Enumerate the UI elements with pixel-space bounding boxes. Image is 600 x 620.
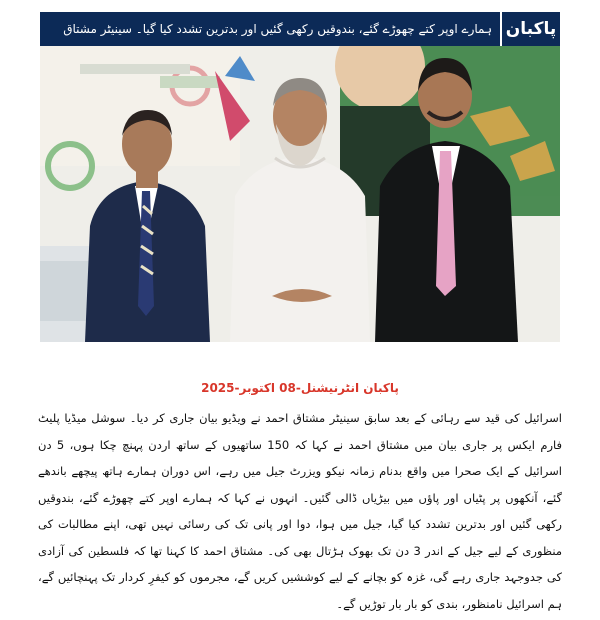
headline-text: ہمارے اوپر کتے چھوڑے گئے، بندوقیں رکھی گئیں اور بدترین تشدد کیا گیا۔ سینیٹر مشتاق	[40, 12, 500, 46]
brand-logo: پاکبان	[500, 12, 560, 46]
news-photo	[40, 46, 560, 342]
headline-banner	[40, 12, 560, 46]
dateline: پاکبان انٹرنیشنل-08 اکتوبر-2025	[201, 381, 399, 395]
article-body	[38, 405, 562, 617]
news-photo-illustration	[40, 46, 560, 342]
article-paragraph: اسرائیل کی قید سے رہائی کے بعد سابق سینیٹر مشتاق احمد نے ویڈیو بیان جاری کر دیا۔ سوشل میڈیا پلیٹ فارم ایکس پر جاری بیان میں مشتاق احمد نے کہا کہ 150 ساتھیوں کے ساتھ اردن پہنچ چکا ہوں، 5 دن اسرائیل کے ایک صحرا میں واقع بدنام زمانہ نیکو ویزرٹ جیل میں رہے، اس دوران ہمارے ہاتھ پیچھے باندھے گئے، آنکھوں پر پٹیاں اور پاؤں میں بیڑیاں ڈالی گئیں۔ انہوں نے کہا کہ ہمارے اوپر کتے چھوڑے گئے، بندوقیں رکھی گئیں اور بدترین تشدد کیا گیا، جیل میں ہوا، دوا اور پانی تک کی رسائی نہیں تھی، اپنے مطالبات کی منظوری کے لیے جیل کے اندر 3 دن تک بھوک ہڑتال بھی کی۔ مشتاق احمد کا کہنا تھا کہ فلسطین کی آزادی کی جدوجہد جاری رہے گی، غزہ کو بچانے کے لیے کوششیں کریں گے، مجرموں کو کیفرِ کردار تک پہنچائیں گے، ہم اسرائیل نامنظور، بندی کو بار بار توڑیں گے۔	[38, 411, 562, 611]
